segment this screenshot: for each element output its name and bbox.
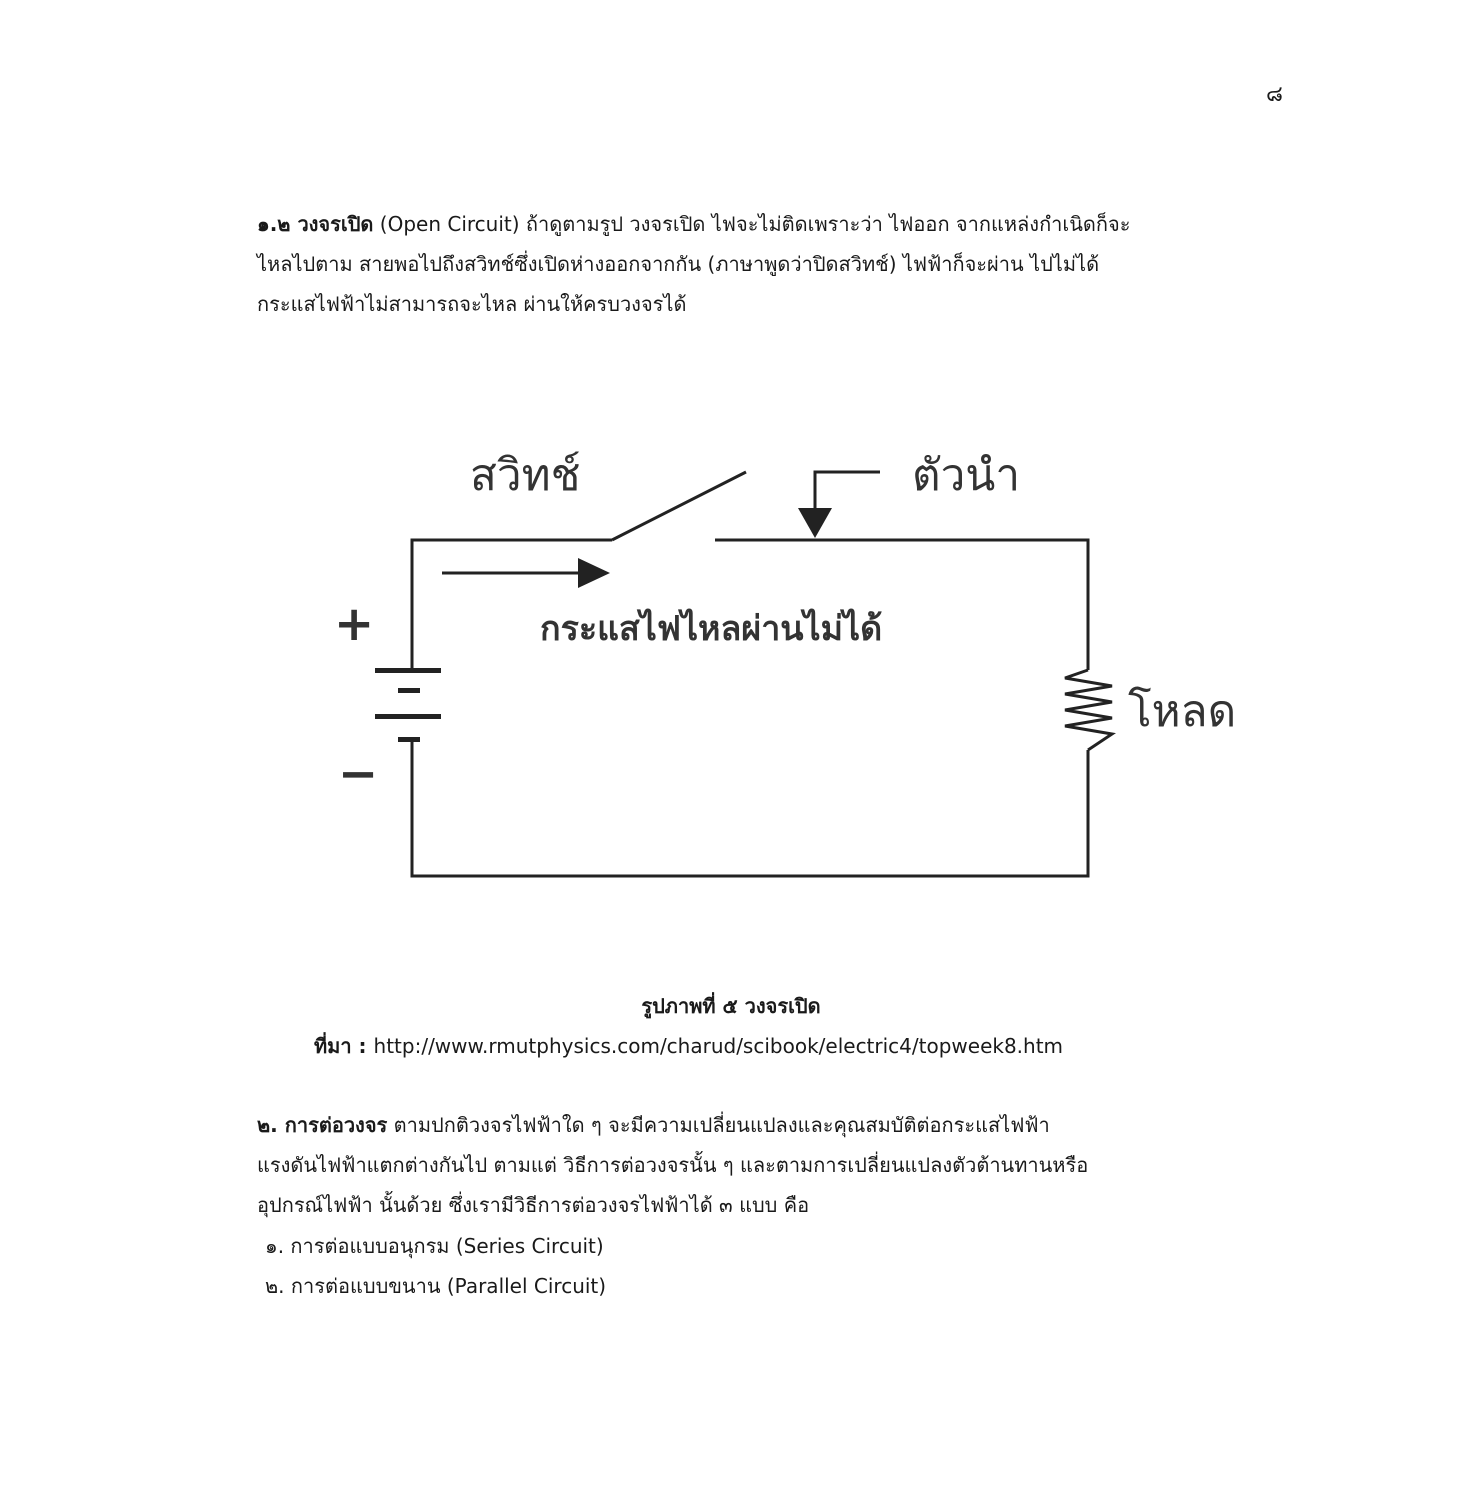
- section-1-2-text-1: (Open Circuit) ถ้าดูตามรูป วงจรเปิด ไฟจะไม่ติดเพราะว่า ไฟออก จากแหล่งกำเนิดก็จะ: [373, 212, 1131, 236]
- source-url: http://www.rmutphysics.com/charud/scibook/electric4/topweek8.htm: [373, 1034, 1064, 1058]
- conductor-label: ตัวนำ: [912, 450, 1021, 501]
- battery: [375, 668, 441, 742]
- section-1-2-line-3: กระแสไฟฟ้าไม่สามารถจะไหล ผ่านให้ครบวงจรได้: [257, 292, 687, 316]
- section-2-line-3: อุปกรณ์ไฟฟ้า นั้นด้วย ซึ่งเรามีวิธีการต่อวงจรไฟฟ้าได้ ๓ แบบ คือ: [257, 1193, 810, 1217]
- list-item: ๒. การต่อแบบขนาน (Parallel Circuit): [265, 1274, 607, 1298]
- load-label: โหลด: [1128, 686, 1237, 737]
- wire-top-right: [715, 540, 1088, 670]
- current-label: กระแสไฟไหลผ่านไม่ได้: [540, 609, 883, 649]
- conductor-arrow-head: [798, 508, 832, 538]
- source-label: ที่มา :: [314, 1034, 374, 1058]
- section-1-2-line-1: [257, 204, 1317, 244]
- section-2-paragraph: [257, 1105, 1317, 1225]
- section-1-2-line-2: ไหลไปตาม สายพอไปถึงสวิทช์ซึ่งเปิดห่างออกจากกัน (ภาษาพูดว่าปิดสวิทช์) ไฟฟ้าก็จะผ่าน ไปไม่ได้: [257, 252, 1100, 276]
- battery-plate-4: [398, 737, 420, 742]
- section-1-2-heading: ๑.๒ วงจรเปิด: [257, 212, 374, 236]
- current-arrow-head: [578, 558, 610, 588]
- wire-right-bottom: [412, 742, 1088, 876]
- switch-label: สวิทช์: [470, 450, 581, 501]
- section-2-heading: ๒. การต่อวงจร: [257, 1113, 388, 1137]
- figure-caption: รูปภาพที่ ๕ วงจรเปิด: [641, 994, 821, 1018]
- load-resistor: [1065, 670, 1112, 750]
- plus-sign: +: [334, 596, 375, 652]
- battery-plate-1: [375, 668, 441, 673]
- battery-plate-3: [375, 714, 441, 719]
- section-2-line-2: แรงดันไฟฟ้าแตกต่างกันไป ตามแต่ วิธีการต่อวงจรนั้น ๆ และตามการเปลี่ยนแปลงตัวต้านทานหรือ: [257, 1153, 1089, 1177]
- list-item: ๑. การต่อแบบอนุกรม (Series Circuit): [265, 1234, 604, 1258]
- minus-sign: −: [338, 746, 379, 802]
- battery-plate-2: [398, 688, 420, 693]
- switch-blade: [612, 472, 746, 540]
- section-1-2-paragraph: [257, 204, 1317, 324]
- section-2-text-1: ตามปกติวงจรไฟฟ้าใด ๆ จะมีความเปลี่ยนแปลงและคุณสมบัติต่อกระแสไฟฟ้า: [387, 1113, 1050, 1137]
- figure-source: [314, 1030, 1063, 1062]
- section-2-line-1: [257, 1105, 1317, 1145]
- page-number: ๘: [1266, 82, 1283, 107]
- open-circuit-diagram: [320, 430, 1260, 900]
- wire-left-top: [412, 540, 612, 670]
